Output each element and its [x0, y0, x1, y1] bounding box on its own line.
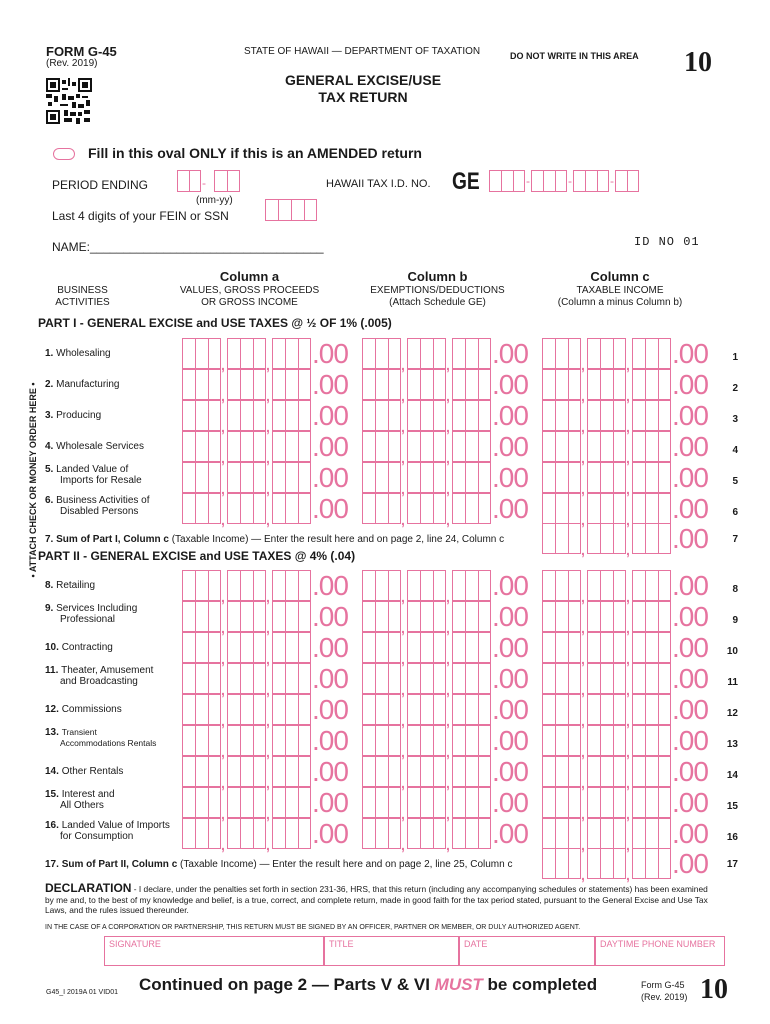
- line-8-column-a-field[interactable]: [182, 570, 348, 601]
- line-13-column-b-field[interactable]: [362, 725, 528, 756]
- line-15-number: 15: [726, 801, 738, 812]
- tax-id-label: HAWAII TAX I.D. NO.: [326, 178, 431, 190]
- line-2-column-b-field[interactable]: [362, 369, 528, 400]
- line-17-number: 17: [726, 859, 738, 870]
- line-10-number: 10: [726, 646, 738, 657]
- line-10-column-b-field[interactable]: [362, 632, 528, 663]
- corporation-note: IN THE CASE OF A CORPORATION OR PARTNERSHIP, THIS RETURN MUST BE SIGNED BY AN OFFICER, PARTNER OR MEMBER, OR DULY AUTHORIZED AGENT.: [45, 924, 581, 931]
- line-5-column-c-field[interactable]: [542, 462, 708, 493]
- line-7-number: 7: [732, 534, 738, 545]
- cents-suffix: .00: [672, 725, 708, 756]
- footer-page-number: 10: [700, 974, 728, 1005]
- line-8-number: 8: [732, 584, 738, 595]
- cents-suffix: .00: [672, 787, 708, 818]
- line-12-column-a-field[interactable]: [182, 694, 348, 725]
- line-14-column-c-field[interactable]: [542, 756, 708, 787]
- continued-note: Continued on page 2 — Parts V & VI MUST be completed: [139, 975, 598, 994]
- declaration-text: DECLARATION - I declare, under the penalties set forth in section 231-36, HRS, that this return (including any accompanying schedules or statements) has been examined by me and, to the best of my knowledge and belief, is a true, correct, and complete return, made in good faith for the tax period stated, pursuant to the General Excise and Use Tax Laws, and the rules issued thereunder.: [45, 881, 708, 915]
- line-9-column-a-field[interactable]: [182, 601, 348, 632]
- date-field[interactable]: DATE: [459, 936, 595, 966]
- cents-suffix: .00: [492, 570, 528, 601]
- line-4-column-c-field[interactable]: [542, 431, 708, 462]
- line-6-column-c-field[interactable]: [542, 493, 708, 524]
- agency-name: STATE OF HAWAII — DEPARTMENT OF TAXATION: [244, 46, 481, 57]
- activities-header: BUSINESS ACTIVITIES: [55, 285, 110, 308]
- line-1-number: 1: [732, 352, 738, 363]
- line-13-column-a-field[interactable]: [182, 725, 348, 756]
- cents-suffix: .00: [672, 462, 708, 493]
- line-16-label: 16. Landed Value of Imports for Consumption: [45, 820, 170, 842]
- line-4-column-b-field[interactable]: [362, 431, 528, 462]
- line-10-label: 10. Contracting: [45, 642, 113, 653]
- cents-suffix: .00: [672, 818, 708, 849]
- line-9-column-b-field[interactable]: [362, 601, 528, 632]
- tax-id-field[interactable]: - - -: [489, 170, 639, 192]
- period-month-field[interactable]: [177, 170, 201, 192]
- line-9-label: 9. Services Including Professional: [45, 603, 138, 625]
- cents-suffix: .00: [312, 756, 348, 787]
- line-1-column-c-field[interactable]: [542, 338, 708, 369]
- line-8-column-c-field[interactable]: [542, 570, 708, 601]
- line-10-column-a-field[interactable]: [182, 632, 348, 663]
- part2-title: PART II - GENERAL EXCISE and USE TAXES @ 4% (.04): [38, 549, 356, 563]
- line-15-column-c-field[interactable]: [542, 787, 708, 818]
- cents-suffix: .00: [672, 400, 708, 431]
- line-5-label: 5. Landed Value of Imports for Resale: [45, 464, 142, 486]
- cents-suffix: .00: [312, 787, 348, 818]
- fein-label: Last 4 digits of your FEIN or SSN: [52, 209, 229, 223]
- line-1-column-b-field[interactable]: [362, 338, 528, 369]
- line-5-number: 5: [732, 476, 738, 487]
- line-3-number: 3: [732, 414, 738, 425]
- cents-suffix: .00: [492, 787, 528, 818]
- form-code: G45_I 2019A 01 VID01: [46, 989, 118, 996]
- cents-suffix: .00: [312, 632, 348, 663]
- ge-prefix: GE: [452, 168, 480, 195]
- amended-label: Fill in this oval ONLY if this is an AMENDED return: [88, 145, 422, 161]
- cents-suffix: .00: [312, 493, 348, 524]
- page-number-top: 10: [684, 47, 712, 78]
- attach-check-side-text: • ATTACH CHECK OR MONEY ORDER HERE •: [28, 382, 38, 578]
- fein-field[interactable]: [265, 199, 317, 221]
- line-6-column-a-field[interactable]: [182, 493, 348, 524]
- period-format-hint: (mm-yy): [196, 195, 233, 206]
- line-2-number: 2: [732, 383, 738, 394]
- cents-suffix: .00: [672, 570, 708, 601]
- footer-rev: (Rev. 2019): [641, 992, 688, 1002]
- line-4-number: 4: [732, 445, 738, 456]
- line-6-column-b-field[interactable]: [362, 493, 528, 524]
- cents-suffix: .00: [492, 756, 528, 787]
- cents-suffix: .00: [312, 818, 348, 849]
- line-16-number: 16: [726, 832, 738, 843]
- line-15-label: 15. Interest and All Others: [45, 789, 115, 811]
- line-16-column-c-field[interactable]: [542, 818, 708, 849]
- line-13-label: 13. Transient Accommodations Rentals: [45, 727, 157, 748]
- line-2-column-c-field[interactable]: [542, 369, 708, 400]
- line-5-column-b-field[interactable]: [362, 462, 528, 493]
- cents-suffix: .00: [672, 632, 708, 663]
- cents-suffix: .00: [312, 369, 348, 400]
- line-16-column-b-field[interactable]: [362, 818, 528, 849]
- line-1-label: 1. Wholesaling: [45, 348, 111, 359]
- line-11-column-a-field[interactable]: [182, 663, 348, 694]
- line-12-column-b-field[interactable]: [362, 694, 528, 725]
- cents-suffix: .00: [492, 694, 528, 725]
- form-title-line2: TAX RETURN: [318, 89, 408, 105]
- cents-suffix: .00: [492, 725, 528, 756]
- cents-suffix: .00: [312, 725, 348, 756]
- cents-suffix: .00: [312, 570, 348, 601]
- cents-suffix: .00: [492, 663, 528, 694]
- line-3-column-c-field[interactable]: [542, 400, 708, 431]
- title-field[interactable]: TITLE: [324, 936, 459, 966]
- line-13-number: 13: [726, 739, 738, 750]
- cents-suffix: .00: [312, 400, 348, 431]
- line-17-label: 17. Sum of Part II, Column c (Taxable Income) — Enter the result here and on page 2, line 25, Column c: [45, 859, 513, 870]
- cents-suffix: .00: [492, 462, 528, 493]
- line-12-column-c-field[interactable]: [542, 694, 708, 725]
- cents-suffix: .00: [492, 400, 528, 431]
- cents-suffix: .00: [672, 694, 708, 725]
- line-11-column-c-field[interactable]: [542, 663, 708, 694]
- line-14-column-a-field[interactable]: [182, 756, 348, 787]
- line-6-label: 6. Business Activities of Disabled Persons: [45, 495, 150, 517]
- column-a-header: Column a VALUES, GROSS PROCEEDS OR GROSS INCOME: [179, 269, 320, 308]
- line-11-number: 11: [727, 677, 738, 688]
- line-3-label: 3. Producing: [45, 410, 102, 421]
- line-12-number: 12: [726, 708, 738, 719]
- cents-suffix: .00: [672, 601, 708, 632]
- line-14-number: 14: [726, 770, 738, 781]
- line-10-column-c-field[interactable]: [542, 632, 708, 663]
- footer-form-name: Form G-45: [641, 980, 685, 990]
- line-4-label: 4. Wholesale Services: [45, 441, 144, 452]
- line-14-label: 14. Other Rentals: [45, 766, 124, 777]
- line-4-column-a-field[interactable]: [182, 431, 348, 462]
- cents-suffix: .00: [492, 632, 528, 663]
- column-b-header: Column b EXEMPTIONS/DEDUCTIONS (Attach Schedule GE): [370, 269, 505, 308]
- form-name: FORM G-45: [46, 44, 117, 59]
- period-ending-label: PERIOD ENDING: [52, 178, 149, 192]
- cents-suffix: .00: [312, 431, 348, 462]
- part1-title: PART I - GENERAL EXCISE and USE TAXES @ ½ OF 1% (.005): [38, 316, 392, 330]
- cents-suffix: .00: [492, 431, 528, 462]
- line-1-column-a-field[interactable]: [182, 338, 348, 369]
- line-3-column-a-field[interactable]: [182, 400, 348, 431]
- id-no-label: ID NO 01: [634, 235, 700, 249]
- cents-suffix: .00: [492, 369, 528, 400]
- line-3-column-b-field[interactable]: [362, 400, 528, 431]
- line-13-column-c-field[interactable]: [542, 725, 708, 756]
- cents-suffix: .00: [312, 338, 348, 369]
- period-year-field[interactable]: [214, 170, 240, 192]
- cents-suffix: .00: [492, 818, 528, 849]
- line-15-column-a-field[interactable]: [182, 787, 348, 818]
- cents-suffix: .00: [312, 462, 348, 493]
- cents-suffix: .00: [672, 431, 708, 462]
- line-8-column-b-field[interactable]: [362, 570, 528, 601]
- cents-suffix: .00: [672, 756, 708, 787]
- line-7-column-c-field[interactable]: [542, 523, 708, 554]
- line-12-label: 12. Commissions: [45, 704, 122, 715]
- line-9-column-c-field[interactable]: [542, 601, 708, 632]
- form-title-line1: GENERAL EXCISE/USE: [284, 72, 442, 88]
- line-2-label: 2. Manufacturing: [45, 379, 120, 390]
- cents-suffix: .00: [672, 523, 708, 554]
- cents-suffix: .00: [672, 493, 708, 524]
- line-7-label: 7. Sum of Part I, Column c (Taxable Income) — Enter the result here and on page 2, line 24, Column c: [45, 534, 505, 545]
- line-11-column-b-field[interactable]: [362, 663, 528, 694]
- do-not-write-label: DO NOT WRITE IN THIS AREA: [510, 51, 639, 61]
- cents-suffix: .00: [672, 663, 708, 694]
- line-14-column-b-field[interactable]: [362, 756, 528, 787]
- line-2-column-a-field[interactable]: [182, 369, 348, 400]
- cents-suffix: .00: [312, 694, 348, 725]
- line-5-column-a-field[interactable]: [182, 462, 348, 493]
- line-15-column-b-field[interactable]: [362, 787, 528, 818]
- cents-suffix: .00: [672, 369, 708, 400]
- period-dash: -: [202, 176, 206, 190]
- cents-suffix: .00: [672, 338, 708, 369]
- line-17-column-c-field[interactable]: [542, 848, 708, 879]
- line-16-column-a-field[interactable]: [182, 818, 348, 849]
- cents-suffix: .00: [492, 601, 528, 632]
- cents-suffix: .00: [312, 601, 348, 632]
- amended-oval[interactable]: [53, 148, 75, 160]
- name-field[interactable]: NAME:___________________________________: [52, 240, 324, 254]
- form-rev: (Rev. 2019): [46, 58, 98, 69]
- cents-suffix: .00: [492, 338, 528, 369]
- cents-suffix: .00: [492, 493, 528, 524]
- phone-field[interactable]: DAYTIME PHONE NUMBER: [595, 936, 725, 966]
- cents-suffix: .00: [672, 848, 708, 879]
- line-9-number: 9: [732, 615, 738, 626]
- line-8-label: 8. Retailing: [45, 580, 96, 591]
- line-6-number: 6: [732, 507, 738, 518]
- cents-suffix: .00: [312, 663, 348, 694]
- line-11-label: 11. Theater, Amusement and Broadcasting: [45, 665, 154, 687]
- column-c-header: Column c TAXABLE INCOME (Column a minus Column b): [557, 269, 683, 308]
- signature-field[interactable]: SIGNATURE: [104, 936, 324, 966]
